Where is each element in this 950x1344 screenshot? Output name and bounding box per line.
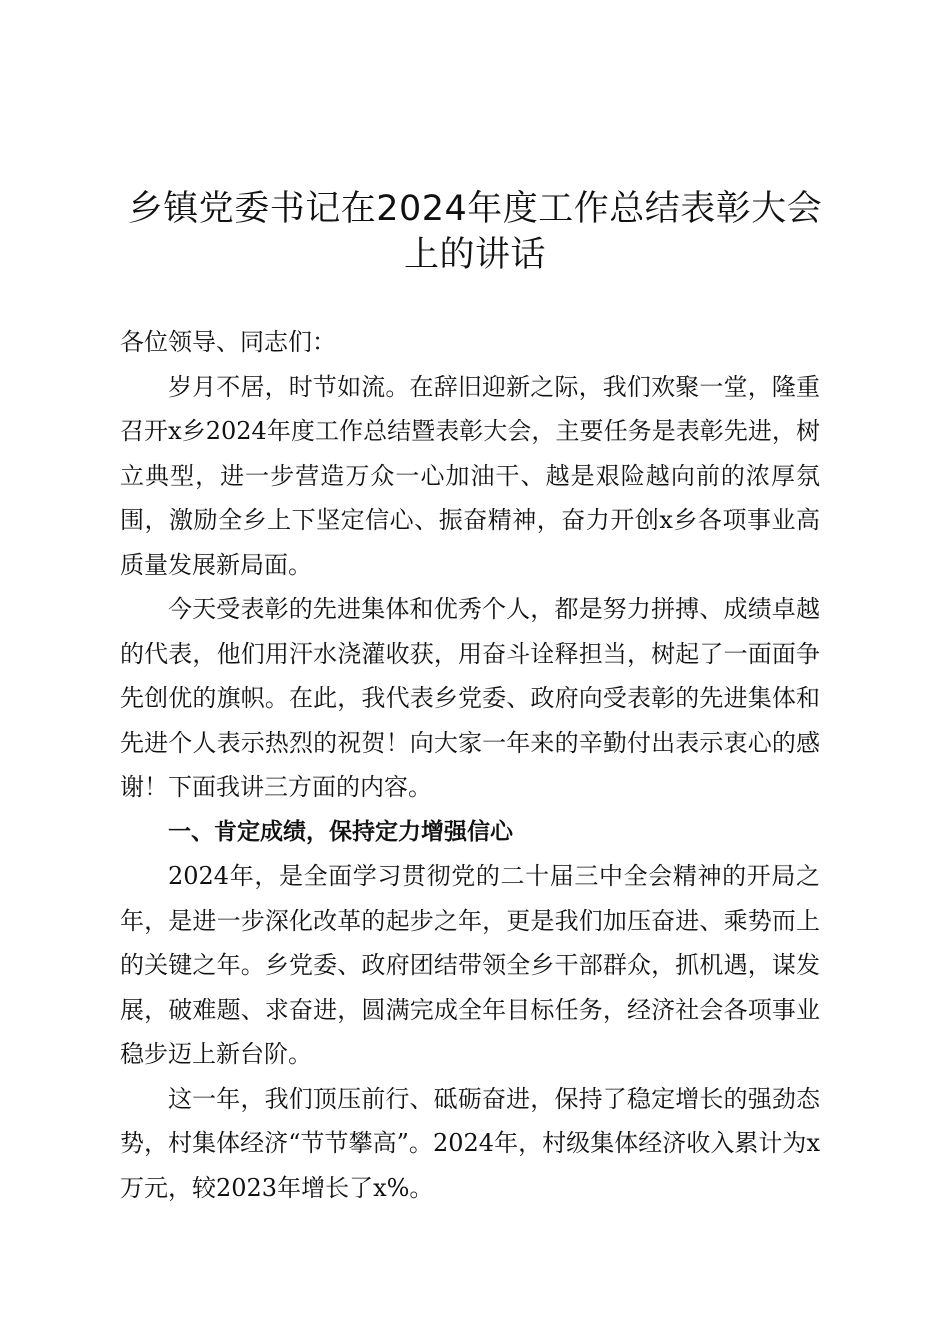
title-line-1: 乡镇党委书记在2024年度工作总结表彰大会 — [127, 189, 823, 229]
document-body — [120, 320, 820, 1210]
section-heading: 一、肯定成绩，保持定力增强信心 — [168, 818, 513, 845]
document-title — [110, 186, 840, 278]
paragraph-2024-overview: 2024年，是全面学习贯彻党的二十届三中全会精神的开局之年，是进一步深化改革的起步之年，更是我们加压奋进、乘势而上的关键之年。乡党委、政府团结带领全乡干部群众，抓机遇，谋发展，破难题、求奋进，圆满完成全年目标任务，经济社会各项事业稳步迈上新台阶。 — [120, 862, 820, 1068]
salutation: 各位领导、同志们： — [120, 328, 336, 356]
title-line-2: 上的讲话 — [403, 235, 546, 275]
paragraph-collective-economy: 这一年，我们顶压前行、砥砺奋进，保持了稳定增长的强劲态势，村集体经济“节节攀高”。2024年，村级集体经济收入累计为x万元，较2023年增长了x%。 — [120, 1084, 820, 1202]
paragraph-commendation: 今天受表彰的先进集体和优秀个人，都是努力拼搏、成绩卓越的代表，他们用汗水浇灌收获，用奋斗诠释担当，树起了一面面争先创优的旗帜。在此，我代表乡党委、政府向受表彰的先进集体和先进个人表示热烈的祝贺！向大家一年来的辛勤付出表示衷心的感谢！下面我讲三方面的内容。 — [120, 595, 820, 801]
paragraph-opening: 岁月不居，时节如流。在辞旧迎新之际，我们欢聚一堂，隆重召开x乡2024年度工作总结暨表彰大会，主要任务是表彰先进，树立典型，进一步营造万众一心加油干、越是艰险越向前的浓厚氛围，激励全乡上下坚定信心、振奋精神，奋力开创x乡各项事业高质量发展新局面。 — [120, 372, 820, 579]
